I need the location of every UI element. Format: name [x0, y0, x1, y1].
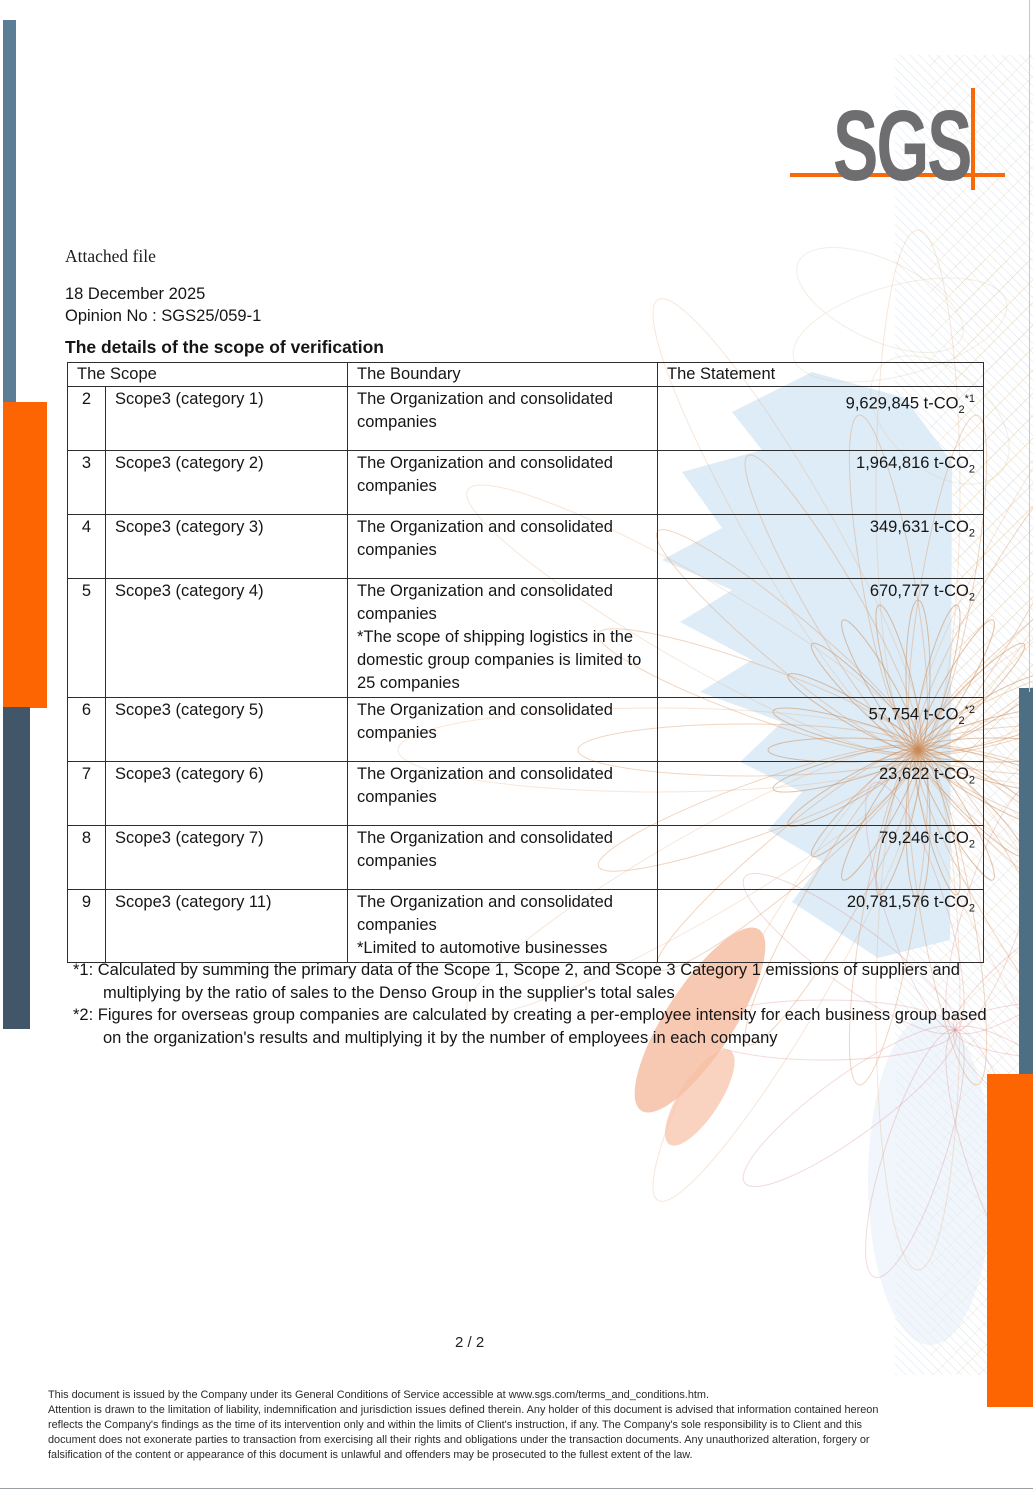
boundary-text: The Organization and consolidated companies	[357, 518, 613, 559]
row-number-cell: 6	[68, 698, 106, 762]
boundary-cell	[348, 762, 658, 826]
right-slate-bar	[1019, 688, 1033, 1074]
opinion-number: Opinion No : SGS25/059-1	[65, 307, 262, 325]
table-row	[68, 762, 984, 826]
statement-value: 57,754 t-CO	[868, 705, 959, 724]
attached-file-label: Attached file	[65, 246, 156, 266]
header-the-boundary: The Boundary	[348, 363, 658, 387]
scope-cell: Scope3 (category 6)	[106, 762, 348, 826]
statement-value: 23,622 t-CO	[878, 765, 969, 783]
statement-cell	[658, 387, 984, 451]
statement-subscript: 2	[968, 774, 975, 787]
header-the-statement: The Statement	[658, 363, 984, 387]
footer-line: document does not exonerate parties to transaction from exercising all their rights and obligations under the transaction documents. Any unauthorized alteration, forgery or	[48, 1433, 870, 1446]
right-orange-bar	[987, 1074, 1033, 1407]
statement-cell	[658, 451, 984, 515]
document-date: 18 December 2025	[65, 285, 206, 303]
table-row	[68, 451, 984, 515]
table-row	[68, 579, 984, 698]
statement-value: 79,246 t-CO	[878, 829, 969, 847]
statement-subscript: 2	[968, 527, 975, 540]
logo-vertical-line	[971, 88, 975, 190]
boundary-text: The Organization and consolidated companies	[357, 701, 613, 742]
boundary-cell	[348, 698, 658, 762]
table-row	[68, 890, 984, 963]
statement-value: 670,777 t-CO	[869, 582, 969, 600]
left-orange-bar	[3, 402, 47, 708]
footer-line: reflects the Company's findings as the time of its intervention only and within the limits of Client's instruction, if any. The Company's sole responsibility is to Client and this	[48, 1418, 862, 1431]
footer-line: Attention is drawn to the limitation of liability, indemnification and jurisdiction issues defined therein. Any holder of this document is advised that information contained hereon	[48, 1403, 879, 1416]
header-the-scope: The Scope	[68, 363, 348, 387]
row-number-cell: 5	[68, 579, 106, 698]
statement-superscript: *2	[964, 704, 975, 716]
statement-value: 1,964,816 t-CO	[856, 454, 969, 472]
statement-subscript: 2	[968, 902, 975, 915]
statement-subscript: 2	[968, 591, 975, 604]
statement-cell	[658, 579, 984, 698]
boundary-text: The Organization and consolidated companies	[357, 829, 613, 870]
footer-legal-text	[48, 1388, 1008, 1463]
row-number-cell: 4	[68, 515, 106, 579]
bottom-rule	[0, 1488, 1033, 1489]
page-edge-line	[1029, 0, 1030, 692]
scope-cell: Scope3 (category 7)	[106, 826, 348, 890]
boundary-note: *Limited to automotive businesses	[357, 939, 608, 957]
boundary-text: The Organization and consolidated companies	[357, 765, 613, 806]
boundary-text: The Organization and consolidated companies	[357, 893, 613, 934]
boundary-text: The Organization and consolidated companies	[357, 582, 613, 623]
footnotes-block	[73, 959, 993, 1049]
scope-cell: Scope3 (category 4)	[106, 579, 348, 698]
statement-value: 20,781,576 t-CO	[846, 893, 969, 911]
boundary-cell	[348, 890, 658, 963]
left-slate-bar	[3, 20, 16, 403]
sgs-logo-text: SGS	[833, 90, 971, 202]
statement-subscript: 2	[968, 838, 975, 851]
scope-verification-table	[67, 362, 984, 963]
statement-subscript: 2	[958, 403, 965, 416]
left-dark-bar	[3, 707, 30, 1029]
statement-cell	[658, 826, 984, 890]
statement-cell	[658, 890, 984, 963]
boundary-text: The Organization and consolidated companies	[357, 454, 613, 495]
scope-cell: Scope3 (category 5)	[106, 698, 348, 762]
statement-subscript: 2	[968, 463, 975, 476]
boundary-cell	[348, 515, 658, 579]
scope-cell: Scope3 (category 1)	[106, 387, 348, 451]
row-number-cell: 2	[68, 387, 106, 451]
boundary-cell	[348, 387, 658, 451]
footer-line: This document is issued by the Company under its General Conditions of Service accessible at www.sgs.com/terms_and_conditions.htm.	[48, 1389, 710, 1401]
boundary-cell	[348, 451, 658, 515]
section-title: The details of the scope of verification	[65, 337, 384, 357]
table-row	[68, 387, 984, 451]
page-number: 2 / 2	[455, 1334, 485, 1351]
statement-superscript: *1	[964, 393, 975, 405]
row-number-cell: 7	[68, 762, 106, 826]
statement-cell	[658, 698, 984, 762]
row-number-cell: 8	[68, 826, 106, 890]
boundary-note: *The scope of shipping logistics in the domestic group companies is limited to 25 companies	[357, 628, 642, 692]
table-row	[68, 515, 984, 579]
footnote: *2: Figures for overseas group companies are calculated by creating a per-employee intensity for each business group based on the organization's results and multiplying it by the number of employees in each company	[73, 1006, 987, 1047]
boundary-text: The Organization and consolidated companies	[357, 390, 613, 431]
boundary-cell	[348, 826, 658, 890]
statement-cell	[658, 515, 984, 579]
row-number-cell: 3	[68, 451, 106, 515]
statement-cell	[658, 762, 984, 826]
table-row	[68, 826, 984, 890]
footer-line: falsification of the content or appearance of this document is unlawful and offenders may be prosecuted to the fullest extent of the law.	[48, 1448, 693, 1461]
row-number-cell: 9	[68, 890, 106, 963]
scope-cell: Scope3 (category 11)	[106, 890, 348, 963]
statement-value: 349,631 t-CO	[869, 518, 969, 536]
boundary-cell	[348, 579, 658, 698]
scope-cell: Scope3 (category 2)	[106, 451, 348, 515]
scope-cell: Scope3 (category 3)	[106, 515, 348, 579]
table-row	[68, 698, 984, 762]
table-header-row	[68, 363, 984, 387]
statement-value: 9,629,845 t-CO	[845, 394, 959, 413]
statement-subscript: 2	[958, 714, 965, 727]
footnote: *1: Calculated by summing the primary data of the Scope 1, Scope 2, and Scope 3 Category 1 emissions of suppliers and multiplying by the ratio of sales to the Denso Group in the supplier's total sales	[73, 961, 960, 1002]
